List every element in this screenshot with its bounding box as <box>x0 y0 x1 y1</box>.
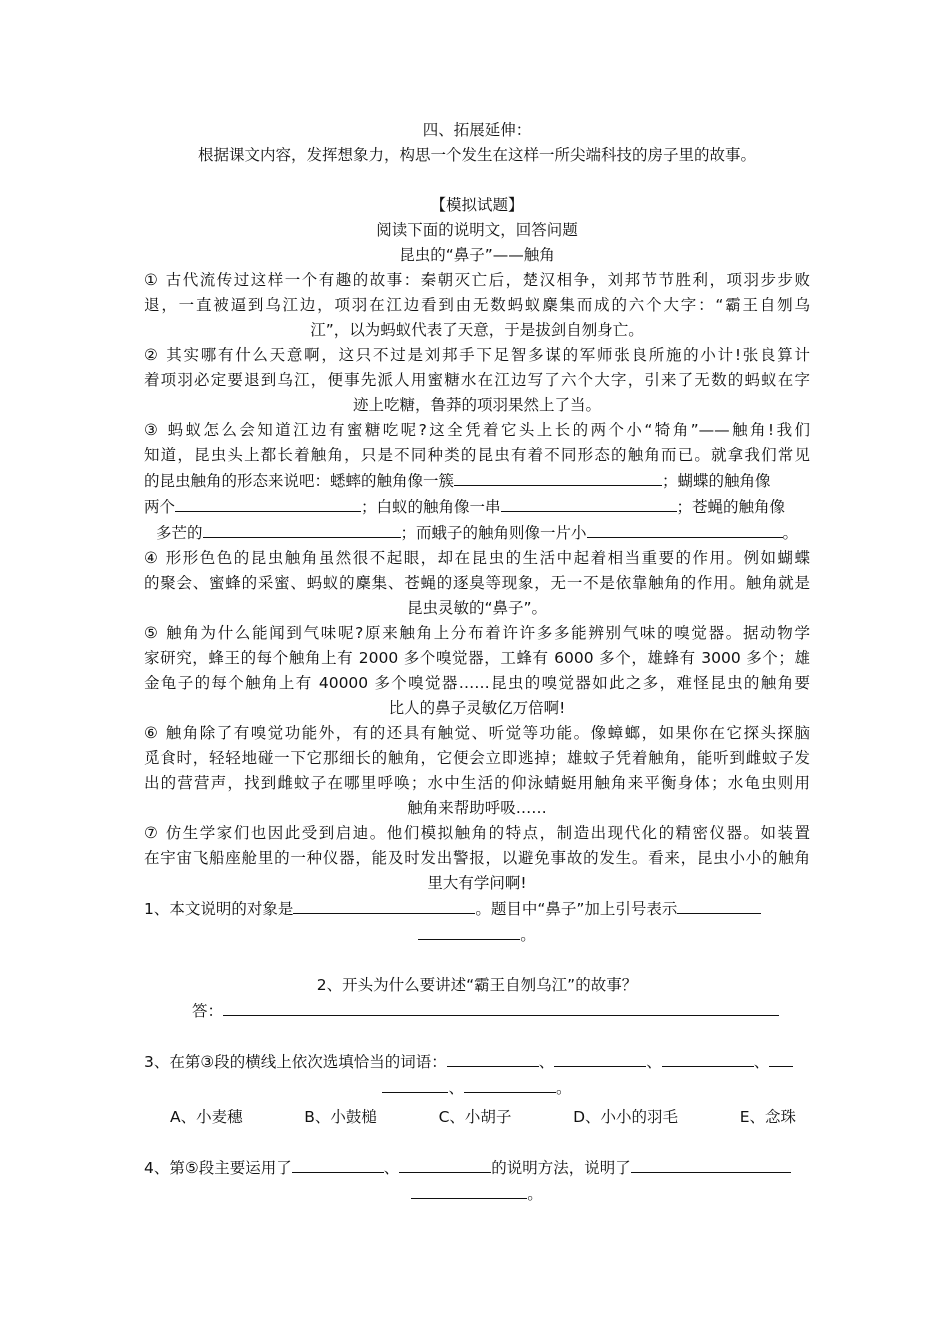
text: 1、本文说明的对象是 <box>144 900 294 918</box>
mock-heading: 【模拟试题】 <box>430 196 524 214</box>
paragraph-6-line: 触角来帮助呼吸…… <box>407 799 547 817</box>
section-prompt: 根据课文内容，发挥想象力，构思一个发生在这样一所尖端科技的房子里的故事。 <box>197 146 756 164</box>
option-a[interactable]: A、小麦穗 <box>170 1108 243 1126</box>
paragraph-3-line <box>144 468 810 494</box>
paragraph-3-line: 知道，昆虫头上都长着触角，只是不同种类的昆虫有着不同形态的触角而已。就拿我们常见 <box>144 446 810 464</box>
blank-5[interactable] <box>587 520 783 538</box>
answer-blank[interactable] <box>292 1155 384 1173</box>
text: 的说明方法，说明了 <box>491 1159 631 1177</box>
text: 。 <box>527 1185 543 1203</box>
text: 、 <box>753 1053 770 1071</box>
answer-blank[interactable] <box>418 922 520 940</box>
option-c[interactable]: C、小胡子 <box>438 1108 512 1126</box>
text: 、 <box>448 1079 464 1097</box>
paragraph-4-line: 的聚会、蜜蜂的采蜜、蚂蚁的麇集、苍蝇的逐臭等现象，无一不是依靠触角的作用。触角就是 <box>144 574 810 592</box>
text: ；而蛾子的触角则像一片小 <box>400 524 587 542</box>
text: 。 <box>782 524 799 542</box>
paragraph-4-line: ④ 形形色色的昆虫触角虽然很不起眼，却在昆虫的生活中起着相当重要的作用。例如蝴蝶 <box>144 549 810 567</box>
text: 、 <box>383 1159 400 1177</box>
answer-line[interactable] <box>223 998 779 1016</box>
question-1 <box>144 896 810 922</box>
option-b[interactable]: B、小鼓槌 <box>304 1108 377 1126</box>
text: 。 <box>556 1079 572 1097</box>
answer-blank[interactable] <box>293 896 475 914</box>
text: ；蝴蝶的触角像 <box>662 472 771 490</box>
paragraph-7-line: 里大有学问啊! <box>427 874 527 892</box>
paragraph-1-line: 退，一直被逼到乌江边，项羽在江边看到由无数蚂蚁麇集而成的六个大字：“霸王自刎乌 <box>144 296 810 314</box>
answer-blank[interactable] <box>382 1075 448 1093</box>
paragraph-5-line: 金龟子的每个触角上有 40000 多个嗅觉器……昆虫的嗅觉器如此之多，难怪昆虫的触角要 <box>144 674 810 692</box>
text: ；苍蝇的触角像 <box>676 498 786 516</box>
answer-blank[interactable] <box>554 1049 646 1067</box>
paragraph-3-line <box>144 494 810 520</box>
paragraph-4-line: 昆虫灵敏的“鼻子”。 <box>406 599 548 617</box>
paragraph-5-line: 家研究，蜂王的每个触角上有 2000 多个嗅觉器，工蜂有 6000 多个，雄蜂有 3000 多个；雄 <box>144 649 810 667</box>
paragraph-2-line: ② 其实哪有什么天意啊，这只不过是刘邦手下足智多谋的军师张良所施的小计!张良算计 <box>144 346 810 364</box>
paragraph-6-line: 出的营营声，找到雌蚊子在哪里呼唤；水中生活的仰泳蜻蜓用触角来平衡身体；水龟虫则用 <box>144 774 810 792</box>
paragraph-1-line: 江”，以为蚂蚁代表了天意，于是拔剑自刎身亡。 <box>310 321 644 339</box>
paragraph-7-line: ⑦ 仿生学家们也因此受到启迪。他们模拟触角的特点，制造出现代化的精密仪器。如装置 <box>144 824 810 842</box>
paragraph-2-line: 着项羽必定要退到乌江，便事先派人用蜜糖水在江边写了六个大字，引来了无数的蚂蚁在字 <box>144 371 810 389</box>
text: 。 <box>520 926 536 944</box>
answer-blank[interactable] <box>631 1155 791 1173</box>
blank-2[interactable] <box>175 494 361 512</box>
paragraph-6-line: ⑥ 触角除了有嗅觉功能外，有的还具有触觉、听觉等功能。像蟑螂，如果你在它探头探脑 <box>144 724 810 742</box>
option-d[interactable]: D、小小的羽毛 <box>573 1108 679 1126</box>
paragraph-5-line: ⑤ 触角为什么能闻到气味呢?原来触角上分布着许许多多能辨别气味的嗅觉器。据动物学 <box>144 624 810 642</box>
question-3-cont <box>144 1075 810 1101</box>
text: 、 <box>646 1053 662 1071</box>
text: 。题目中“鼻子”加上引号表示 <box>475 900 678 918</box>
answer-blank[interactable] <box>399 1155 491 1173</box>
answer-label: 答： <box>192 1002 224 1020</box>
question-2: 2、开头为什么要讲述“霸王自刎乌江”的故事？ <box>316 976 638 994</box>
paragraph-3-line: ③ 蚂蚁怎么会知道江边有蜜糖吃呢?这全凭着它头上长的两个小“犄角”——触角!我们 <box>144 421 810 439</box>
answer-blank[interactable] <box>769 1049 793 1067</box>
mock-instruction: 阅读下面的说明文，回答问题 <box>376 221 578 239</box>
document-page <box>144 118 810 1207</box>
question-1-cont <box>144 922 810 948</box>
text: 两个 <box>144 498 176 516</box>
blank-1[interactable] <box>454 468 662 486</box>
text: 多芒的 <box>156 524 203 542</box>
paragraph-5-line: 比人的鼻子灵敏亿万倍啊! <box>388 699 566 717</box>
option-e[interactable]: E、念珠 <box>739 1108 796 1126</box>
question-2-answer <box>144 998 810 1024</box>
answer-blank[interactable] <box>447 1049 539 1067</box>
blank-4[interactable] <box>203 520 401 538</box>
answer-blank[interactable] <box>662 1049 754 1067</box>
paragraph-7-line: 在宇宙飞船座舱里的一种仪器，能及时发出警报，以避免事故的发生。看来，昆虫小小的触角 <box>144 849 810 867</box>
paragraph-3-line <box>144 520 810 546</box>
text: ；白蚁的触角像一串 <box>361 498 501 516</box>
answer-blank[interactable] <box>411 1181 527 1199</box>
text: 的昆虫触角的形态来说吧：蟋蟀的触角像一簇 <box>144 472 455 490</box>
paragraph-1-line: ① 古代流传过这样一个有趣的故事：秦朝灭亡后，楚汉相争，刘邦节节胜利，项羽步步败 <box>144 271 810 289</box>
text: 3、在第③段的横线上依次选填恰当的词语： <box>144 1053 447 1071</box>
question-4 <box>144 1155 810 1181</box>
article-title: 昆虫的“鼻子”——触角 <box>399 246 555 264</box>
blank-3[interactable] <box>501 494 677 512</box>
answer-blank[interactable] <box>677 896 761 914</box>
answer-blank[interactable] <box>464 1075 556 1093</box>
paragraph-6-line: 觅食时，轻轻地碰一下它那细长的触角，它便会立即逃掉；雄蚊子凭着触角，能听到雌蚊子发 <box>144 749 810 767</box>
question-3 <box>144 1049 810 1075</box>
text: 4、第⑤段主要运用了 <box>144 1159 292 1177</box>
section-heading: 四、拓展延伸： <box>422 121 532 139</box>
paragraph-2-line: 迹上吃糖，鲁莽的项羽果然上了当。 <box>352 396 601 414</box>
question-4-cont <box>144 1181 810 1207</box>
text: 、 <box>538 1053 555 1071</box>
options-row <box>144 1105 810 1130</box>
